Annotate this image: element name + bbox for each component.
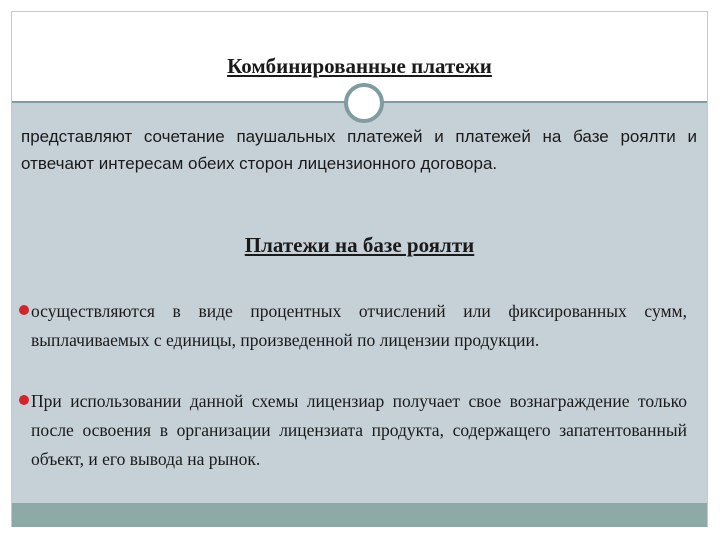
section-subtitle: Платежи на базе роялти [244,233,475,257]
slide [11,11,708,527]
slide-title: Комбинированные платежи [227,54,492,78]
content-area [12,103,707,503]
bullet-text: При использовании данной схемы лицензиар получает свое вознаграждение только после освоения в организации лицензиата продукта, содержащего запатентованный объект, и его вывода на рынок. [31,391,687,469]
bullet-text: осуществляются в виде процентных отчислений или фиксированных сумм, выплачиваемых с единицы, произведенной по лицензии продукции. [31,301,687,350]
intro-paragraph: представляют сочетание паушальных платежей и платежей на базе роялти и отвечают интересам обеих сторон лицензионного договора. [21,127,697,173]
decorative-circle-icon [344,83,384,123]
bullet-dot-icon [19,395,29,405]
bullet-item-1 [31,297,687,355]
footer-bar [12,503,707,527]
bullet-item-2 [31,387,687,474]
bullet-dot-icon [19,305,29,315]
